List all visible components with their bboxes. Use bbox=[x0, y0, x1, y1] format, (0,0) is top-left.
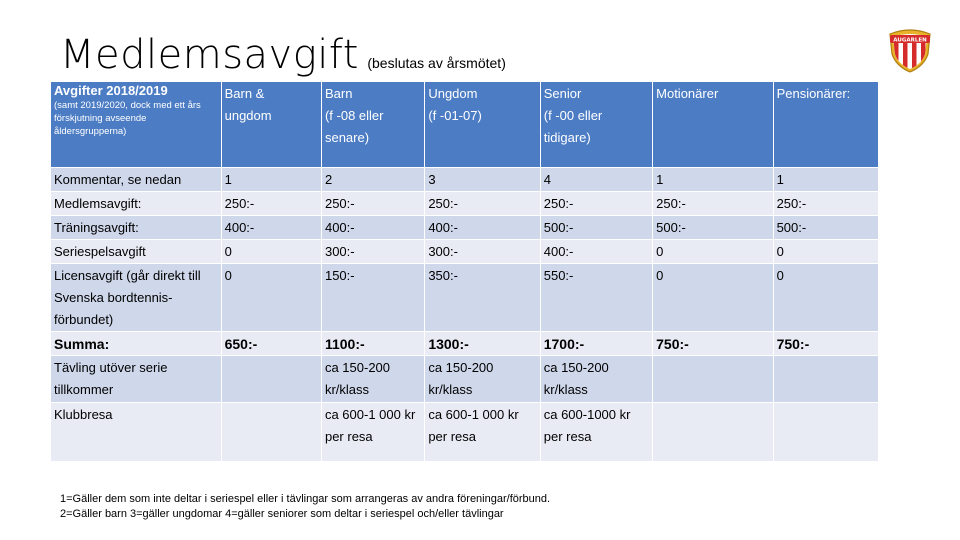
page-title: Medlemsavgift bbox=[60, 32, 359, 78]
row-value: 1 bbox=[221, 168, 321, 192]
row-value: 400:- bbox=[540, 240, 652, 264]
row-label: Tävling utöver serie tillkommer bbox=[51, 356, 222, 403]
row-value: 250:- bbox=[221, 192, 321, 216]
header-line: Ungdom bbox=[428, 86, 478, 101]
row-value bbox=[221, 403, 321, 462]
row-value: 0 bbox=[773, 264, 878, 332]
table-row bbox=[51, 332, 879, 356]
header-cell bbox=[653, 82, 773, 168]
row-value: 650:- bbox=[221, 332, 321, 356]
row-value: 250:- bbox=[321, 192, 424, 216]
header-note: (samt 2019/2020, dock med ett års förskjutning avseende åldersgrupperna) bbox=[54, 100, 201, 137]
row-label: Klubbresa bbox=[51, 403, 222, 462]
row-value: 1300:- bbox=[425, 332, 540, 356]
row-value: 1700:- bbox=[540, 332, 652, 356]
row-value: 1 bbox=[653, 168, 773, 192]
row-value: 750:- bbox=[773, 332, 878, 356]
row-value: 250:- bbox=[653, 192, 773, 216]
row-value: 1100:- bbox=[321, 332, 424, 356]
row-value: 0 bbox=[653, 240, 773, 264]
row-value: 250:- bbox=[425, 192, 540, 216]
footnotes bbox=[60, 492, 550, 522]
table-row bbox=[51, 264, 879, 332]
header-line: tidigare) bbox=[543, 130, 591, 145]
header-line: (f -08 eller bbox=[324, 108, 384, 123]
header-cell bbox=[221, 82, 321, 168]
row-value: 400:- bbox=[321, 216, 424, 240]
row-label: Licensavgift (går direkt till Svenska bordtennis-förbundet) bbox=[51, 264, 222, 332]
page-subtitle: (beslutas av årsmötet) bbox=[367, 55, 506, 71]
table-row bbox=[51, 192, 879, 216]
row-value: ca 150-200 kr/klass bbox=[321, 356, 424, 403]
row-value: 400:- bbox=[221, 216, 321, 240]
header-cell bbox=[425, 82, 540, 168]
row-value bbox=[773, 356, 878, 403]
header-line: Senior bbox=[543, 86, 582, 101]
row-value: ca 150-200 kr/klass bbox=[425, 356, 540, 403]
row-value: 3 bbox=[425, 168, 540, 192]
row-value: 250:- bbox=[540, 192, 652, 216]
row-value: ca 150-200 kr/klass bbox=[540, 356, 652, 403]
row-label: Medlemsavgift: bbox=[51, 192, 222, 216]
table-row bbox=[51, 356, 879, 403]
header-line: Pensionärer: bbox=[776, 86, 851, 101]
row-value: 400:- bbox=[425, 216, 540, 240]
page-title-block bbox=[60, 32, 506, 78]
row-value: 300:- bbox=[425, 240, 540, 264]
row-label: Summa: bbox=[51, 332, 222, 356]
table-row bbox=[51, 403, 879, 462]
header-line: (f -00 eller bbox=[543, 108, 603, 123]
row-value: 550:- bbox=[540, 264, 652, 332]
row-value bbox=[653, 356, 773, 403]
row-value bbox=[773, 403, 878, 462]
header-line: Barn & bbox=[224, 86, 265, 101]
header-label: Avgifter 2018/2019 bbox=[54, 83, 168, 98]
row-value: 750:- bbox=[653, 332, 773, 356]
header-line: Motionärer bbox=[656, 86, 719, 101]
table-header-row bbox=[51, 82, 879, 168]
fees-table bbox=[50, 81, 879, 462]
header-cell bbox=[773, 82, 878, 168]
row-value: 2 bbox=[321, 168, 424, 192]
row-value: ca 600-1000 kr per resa bbox=[540, 403, 652, 462]
header-line: Barn bbox=[324, 86, 353, 101]
table-row bbox=[51, 240, 879, 264]
row-label: Träningsavgift: bbox=[51, 216, 222, 240]
row-label: Kommentar, se nedan bbox=[51, 168, 222, 192]
header-cell bbox=[540, 82, 652, 168]
row-value: 1 bbox=[773, 168, 878, 192]
row-value: 350:- bbox=[425, 264, 540, 332]
row-value: 0 bbox=[221, 264, 321, 332]
row-value: 0 bbox=[653, 264, 773, 332]
header-cell bbox=[321, 82, 424, 168]
footnote-2: 2=Gäller barn 3=gäller ungdomar 4=gäller seniorer som deltar i seriespel och/eller tävlingar bbox=[60, 508, 504, 520]
row-value: 4 bbox=[540, 168, 652, 192]
row-value: 300:- bbox=[321, 240, 424, 264]
table-row bbox=[51, 216, 879, 240]
row-value: 0 bbox=[221, 240, 321, 264]
row-value: 500:- bbox=[540, 216, 652, 240]
row-value: ca 600-1 000 kr per resa bbox=[425, 403, 540, 462]
row-value: 250:- bbox=[773, 192, 878, 216]
row-value: 500:- bbox=[773, 216, 878, 240]
club-logo bbox=[884, 24, 936, 74]
row-value: ca 600-1 000 kr per resa bbox=[321, 403, 424, 462]
row-value bbox=[653, 403, 773, 462]
row-label: Seriespelsavgift bbox=[51, 240, 222, 264]
logo-text: AUGARLEN bbox=[893, 37, 927, 44]
row-value: 150:- bbox=[321, 264, 424, 332]
row-value: 500:- bbox=[653, 216, 773, 240]
header-line: ungdom bbox=[224, 108, 272, 123]
footnote-1: 1=Gäller dem som inte deltar i seriespel eller i tävlingar som arrangeras av andra föreningar/förbund. bbox=[60, 493, 551, 505]
header-line: senare) bbox=[324, 130, 370, 145]
row-value: 0 bbox=[773, 240, 878, 264]
header-line: (f -01-07) bbox=[428, 108, 482, 123]
table-row bbox=[51, 168, 879, 192]
row-value bbox=[221, 356, 321, 403]
header-cell-fees bbox=[51, 82, 222, 168]
